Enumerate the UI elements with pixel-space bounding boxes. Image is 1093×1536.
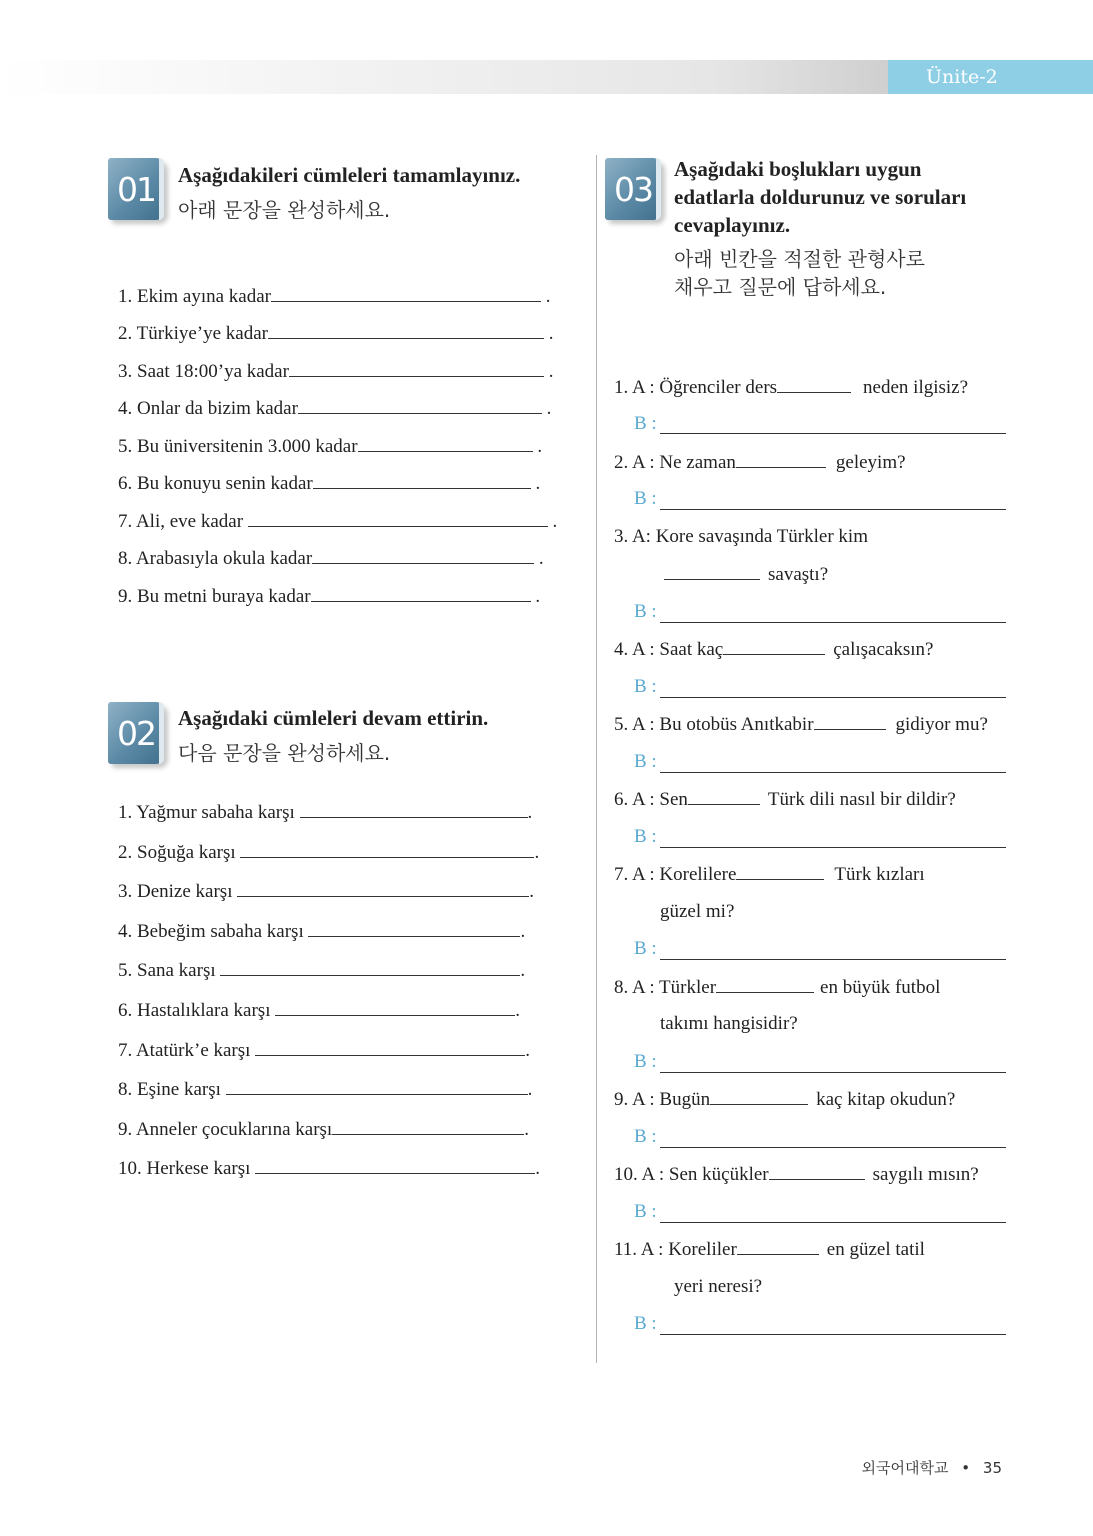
section-03-title-line-2: edatlarla doldurunuz ve soruları bbox=[674, 185, 967, 209]
s3-answer-line-8 bbox=[660, 1072, 1006, 1073]
s3-question-3-cont: savaştı? bbox=[664, 562, 828, 587]
footer-separator: • bbox=[961, 1459, 971, 1477]
s1-item-3: 3. Saat 18:00’ya kadar . bbox=[118, 361, 554, 382]
s2-item-6: 6. Hastalıklara karşı . bbox=[118, 1000, 520, 1021]
s3-question-10: 10. A : Sen küçükler saygılı mısın? bbox=[614, 1164, 979, 1185]
s3-answer-line-10 bbox=[660, 1222, 1006, 1223]
s2-item-1: 1. Yağmur sabaha karşı . bbox=[118, 802, 533, 823]
section-03-title-line-3: cevaplayınız. bbox=[674, 213, 791, 237]
s3-question-2: 2. A : Ne zaman geleyim? bbox=[614, 452, 906, 473]
s3-answer-line-7 bbox=[660, 959, 1006, 960]
section-01-title: Aşağıdakileri cümleleri tamamlayınız. bbox=[178, 163, 521, 187]
s3-question-8-cont: takımı hangisidir? bbox=[660, 1013, 798, 1034]
section-03-title-line-1: Aşağıdaki boşlukları uygun bbox=[674, 157, 922, 181]
section-03-subtitle-line-2: 채우고 질문에 답하세요. bbox=[674, 275, 887, 299]
s3-answer-line-4 bbox=[660, 697, 1006, 698]
s2-item-10: 10. Herkese karşı . bbox=[118, 1158, 540, 1179]
s3-question-1: 1. A : Öğrenciler ders neden ilgisiz? bbox=[614, 377, 969, 398]
s3-answer-label-2: B : bbox=[634, 488, 657, 509]
s2-item-5: 5. Sana karşı . bbox=[118, 960, 526, 981]
s3-answer-label-3: B : bbox=[634, 601, 657, 622]
page-number: 35 bbox=[982, 1459, 1002, 1477]
section-02-badge: 02 bbox=[108, 702, 164, 764]
s3-answer-label-5: B : bbox=[634, 751, 657, 772]
page-footer bbox=[854, 1457, 1002, 1478]
s2-item-8: 8. Eşine karşı . bbox=[118, 1079, 533, 1100]
s3-answer-line-5 bbox=[660, 772, 1006, 773]
s3-question-6: 6. A : Sen Türk dili nasıl bir dildir? bbox=[614, 789, 956, 810]
s1-item-9: 9. Bu metni buraya kadar . bbox=[118, 586, 541, 607]
s3-answer-label-10: B : bbox=[634, 1201, 657, 1222]
s3-answer-line-2 bbox=[660, 509, 1006, 510]
column-divider bbox=[596, 155, 597, 1363]
s3-answer-line-6 bbox=[660, 847, 1006, 848]
section-03-subtitle-line-1: 아래 빈칸을 적절한 관형사로 bbox=[674, 247, 925, 271]
s3-answer-label-9: B : bbox=[634, 1126, 657, 1147]
s3-question-9: 9. A : Bugün kaç kitap okudun? bbox=[614, 1089, 956, 1110]
s3-answer-line-11 bbox=[660, 1334, 1006, 1335]
s2-item-9: 9. Anneler çocuklarına karşı . bbox=[118, 1119, 529, 1140]
s2-item-7: 7. Atatürk’e karşı . bbox=[118, 1040, 530, 1061]
s3-answer-label-11: B : bbox=[634, 1313, 657, 1334]
s1-item-6: 6. Bu konuyu senin kadar . bbox=[118, 473, 541, 494]
s3-question-7: 7. A : Korelilere Türk kızları bbox=[614, 864, 925, 885]
s3-question-8: 8. A : Türkler en büyük futbol bbox=[614, 977, 941, 998]
s2-item-2: 2. Soğuğa karşı . bbox=[118, 842, 540, 863]
s3-question-11-cont: yeri neresi? bbox=[674, 1276, 763, 1297]
school-name: 외국어대학교 bbox=[861, 1459, 949, 1477]
section-03-badge: 03 bbox=[605, 158, 661, 220]
s1-item-1: 1. Ekim ayına kadar . bbox=[118, 286, 551, 307]
s3-answer-label-4: B : bbox=[634, 676, 657, 697]
section-02-subtitle: 다음 문장을 완성하세요. bbox=[178, 741, 391, 765]
s3-answer-label-8: B : bbox=[634, 1051, 657, 1072]
s2-item-3: 3. Denize karşı . bbox=[118, 881, 534, 902]
s3-answer-label-7: B : bbox=[634, 938, 657, 959]
s3-answer-label-6: B : bbox=[634, 826, 657, 847]
header-bar bbox=[0, 60, 888, 94]
section-02-title: Aşağıdaki cümleleri devam ettirin. bbox=[178, 706, 489, 730]
s3-question-4: 4. A : Saat kaç çalışacaksın? bbox=[614, 639, 934, 660]
s1-item-2: 2. Türkiye’ye kadar . bbox=[118, 323, 554, 344]
s3-question-3: 3. A: Kore savaşında Türkler kim bbox=[614, 526, 868, 547]
section-01-subtitle: 아래 문장을 완성하세요. bbox=[178, 198, 391, 222]
section-01-badge: 01 bbox=[108, 158, 164, 220]
s3-question-5: 5. A : Bu otobüs Anıtkabir gidiyor mu? bbox=[614, 714, 988, 735]
s3-answer-line-9 bbox=[660, 1147, 1006, 1148]
s3-question-7-cont: güzel mi? bbox=[660, 901, 735, 922]
s2-item-4: 4. Bebeğim sabaha karşı . bbox=[118, 921, 526, 942]
s1-item-7: 7. Ali, eve kadar . bbox=[118, 511, 558, 532]
s1-item-5: 5. Bu üniversitenin 3.000 kadar . bbox=[118, 436, 543, 457]
s1-item-8: 8. Arabasıyla okula kadar . bbox=[118, 548, 544, 569]
s1-item-4: 4. Onlar da bizim kadar . bbox=[118, 398, 552, 419]
s3-question-11: 11. A : Koreliler en güzel tatil bbox=[614, 1239, 925, 1260]
s3-answer-label-1: B : bbox=[634, 413, 657, 434]
s3-answer-line-3 bbox=[660, 622, 1006, 623]
s3-answer-line-1 bbox=[660, 433, 1006, 434]
unit-tab: Ünite-2 bbox=[888, 60, 1093, 94]
